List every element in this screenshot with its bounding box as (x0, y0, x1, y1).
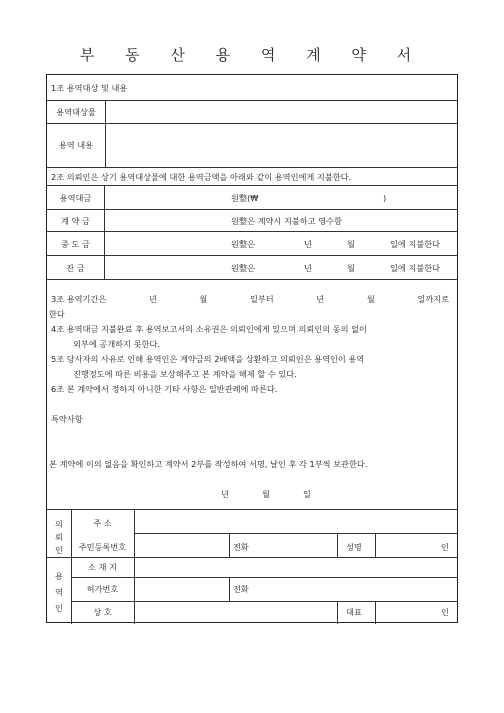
article5-line1: 5조 당사자의 사유로 인해 용역인은 계약금의 2배액을 상환하고 의뢰인은 용역인이 용역 (51, 354, 365, 364)
article3-start-year: 년 (148, 294, 157, 304)
contractor-rep-label: 대표 (346, 607, 362, 617)
deposit-text: 원整은 계약시 지불하고 영수함 (231, 216, 342, 226)
article1-heading: 1조 용역대상 및 내용 (51, 83, 128, 93)
client-label-3: 인 (55, 545, 63, 555)
article3-end-day: 일까지로 (417, 294, 449, 304)
date-month: 월 (262, 489, 270, 499)
deposit-label: 계 약 금 (61, 216, 90, 226)
contractor-label-1: 용 (55, 571, 63, 581)
balance-label: 잔 금 (66, 263, 85, 273)
target-label: 용역대상물 (56, 107, 96, 117)
date-day: 일 (303, 489, 311, 499)
interim-day: 일에 지불한다 (390, 239, 441, 249)
contractor-license-label: 허가번호 (86, 584, 119, 594)
article2-heading: 2조 의뢰인은 상기 용역대상물에 대한 용역금액을 아래와 같이 용역인에게 지불한다. (51, 172, 352, 182)
content-label: 용역 내용 (58, 140, 94, 150)
interim-year: 년 (304, 239, 312, 249)
article5-line2: 진행정도에 따른 비용을 보상해주고 본 계약을 해제 할 수 있다. (73, 369, 297, 379)
interim-amount: 원整은 (231, 239, 256, 249)
fee-amount: 원整(₩ (231, 193, 259, 203)
article4-line2: 외부에 공개하지 못한다. (73, 339, 160, 349)
contractor-location-label: 소 재 지 (88, 562, 117, 572)
interim-month: 월 (347, 239, 355, 249)
special-terms-label: 특약사항 (51, 414, 83, 424)
fee-close-paren: ) (383, 193, 387, 203)
contractor-phone-label: 전화 (233, 584, 249, 594)
balance-day: 일에 지불한다 (390, 263, 441, 273)
article4-line1: 4조 용역대금 지불완료 후 용역보고서의 소유권은 의뢰인에게 있으며 의뢰인의 동의 없이 (51, 324, 367, 334)
article3-start-month: 월 (199, 294, 208, 304)
article3-end-month: 월 (366, 294, 375, 304)
client-phone-label: 전화 (233, 542, 249, 552)
contractor-seal: 인 (441, 607, 449, 617)
fee-label: 용역대금 (59, 193, 92, 203)
article3-term: 3조 용역기간은 (51, 294, 107, 304)
client-id-label: 주민등록번호 (78, 542, 127, 552)
contractor-trade-name-label: 상 호 (93, 607, 112, 617)
document-title: 부 동 산 용 역 계 약 서 (79, 46, 425, 64)
client-seal: 인 (441, 542, 449, 552)
date-year: 년 (221, 489, 229, 499)
client-label-1: 의 (55, 519, 63, 529)
interim-label: 중 도 금 (61, 239, 90, 249)
contract-table (46, 74, 458, 623)
contractor-label-2: 역 (55, 587, 63, 597)
article6: 6조 본 계약에서 정하지 아니한 기타 사항은 일반관례에 따른다. (51, 384, 278, 394)
article3-end-year: 년 (316, 294, 325, 304)
confirmation-text: 본 계약에 이의 없음을 확인하고 계약서 2부를 작성하여 서명, 날인 후 각 1부씩 보관한다. (49, 459, 368, 469)
client-name-label: 성명 (346, 542, 362, 552)
article3-start-day: 일부터 (249, 294, 274, 304)
balance-month: 월 (347, 263, 355, 273)
balance-amount: 원整은 (231, 263, 256, 273)
article3-line2: 한다 (49, 309, 65, 319)
contractor-label-3: 인 (55, 603, 63, 613)
balance-year: 년 (304, 263, 312, 273)
client-address-label: 주 소 (93, 518, 112, 528)
article3-line1 (51, 294, 449, 304)
client-label-2: 뢰 (55, 532, 63, 542)
